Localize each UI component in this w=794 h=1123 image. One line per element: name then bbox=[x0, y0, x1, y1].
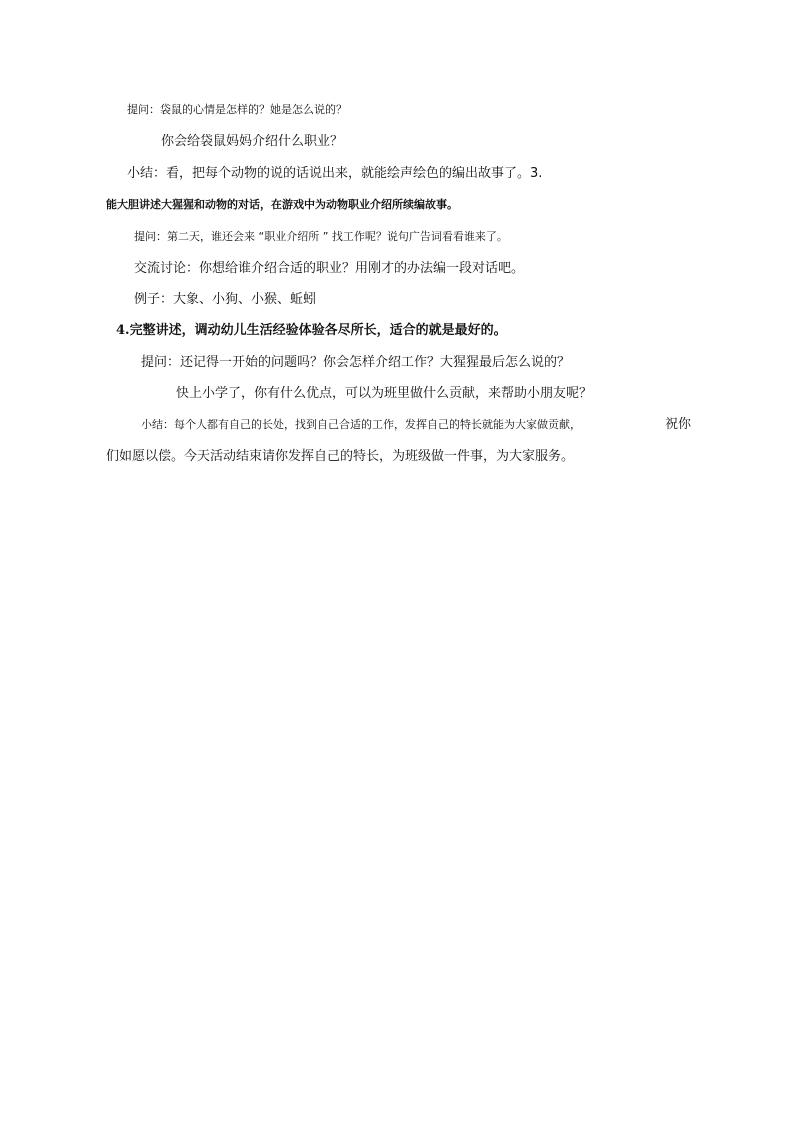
summary-dialogue: 小结：看，把每个动物的说的话说出来，就能绘声绘色的编出故事了。3. bbox=[127, 166, 543, 181]
summary-wish-start: 祝你 bbox=[665, 417, 692, 432]
step-4-heading: 4.完整讲述，调动幼儿生活经验体验各尽所长，适合的就是最好的。 bbox=[116, 323, 507, 338]
question-next-day: 提问：第二天，谁还会来 “职业介绍所 ” 找工作呢？说句广告词看看谁来了。 bbox=[134, 230, 508, 243]
question-strengths: 快上小学了，你有什么优点，可以为班里做什么贡献，来帮助小朋友呢？ bbox=[176, 386, 593, 401]
question-kangaroo-mood: 提问：袋鼠的心情是怎样的？她是怎么说的？ bbox=[127, 103, 347, 116]
discussion-prompt: 交流讨论：你想给谁介绍合适的职业？用刚才的办法编一段对话吧。 bbox=[134, 261, 525, 276]
question-kangaroo-job: 你会给袋鼠妈妈介绍什么职业？ bbox=[161, 134, 344, 149]
question-first-problem: 提问：还记得一开始的问题吗？你会怎样介绍工作？大猩猩最后怎么说的？ bbox=[141, 355, 571, 370]
summary-wish-end: 们如愿以偿。今天活动结束请你发挥自己的特长，为班级做一件事，为大家服务。 bbox=[106, 449, 575, 464]
summary-strengths: 小结：每个人都有自己的长处，找到自己合适的工作，发挥自己的特长就能为大家做贡献， bbox=[141, 418, 581, 431]
step-3-heading: 能大胆讲述大猩猩和动物的对话，在游戏中为动物职业介绍所续编故事。 bbox=[106, 198, 458, 211]
examples-list: 例子：大象、小狗、小猴、蚯蚓 bbox=[134, 292, 317, 307]
